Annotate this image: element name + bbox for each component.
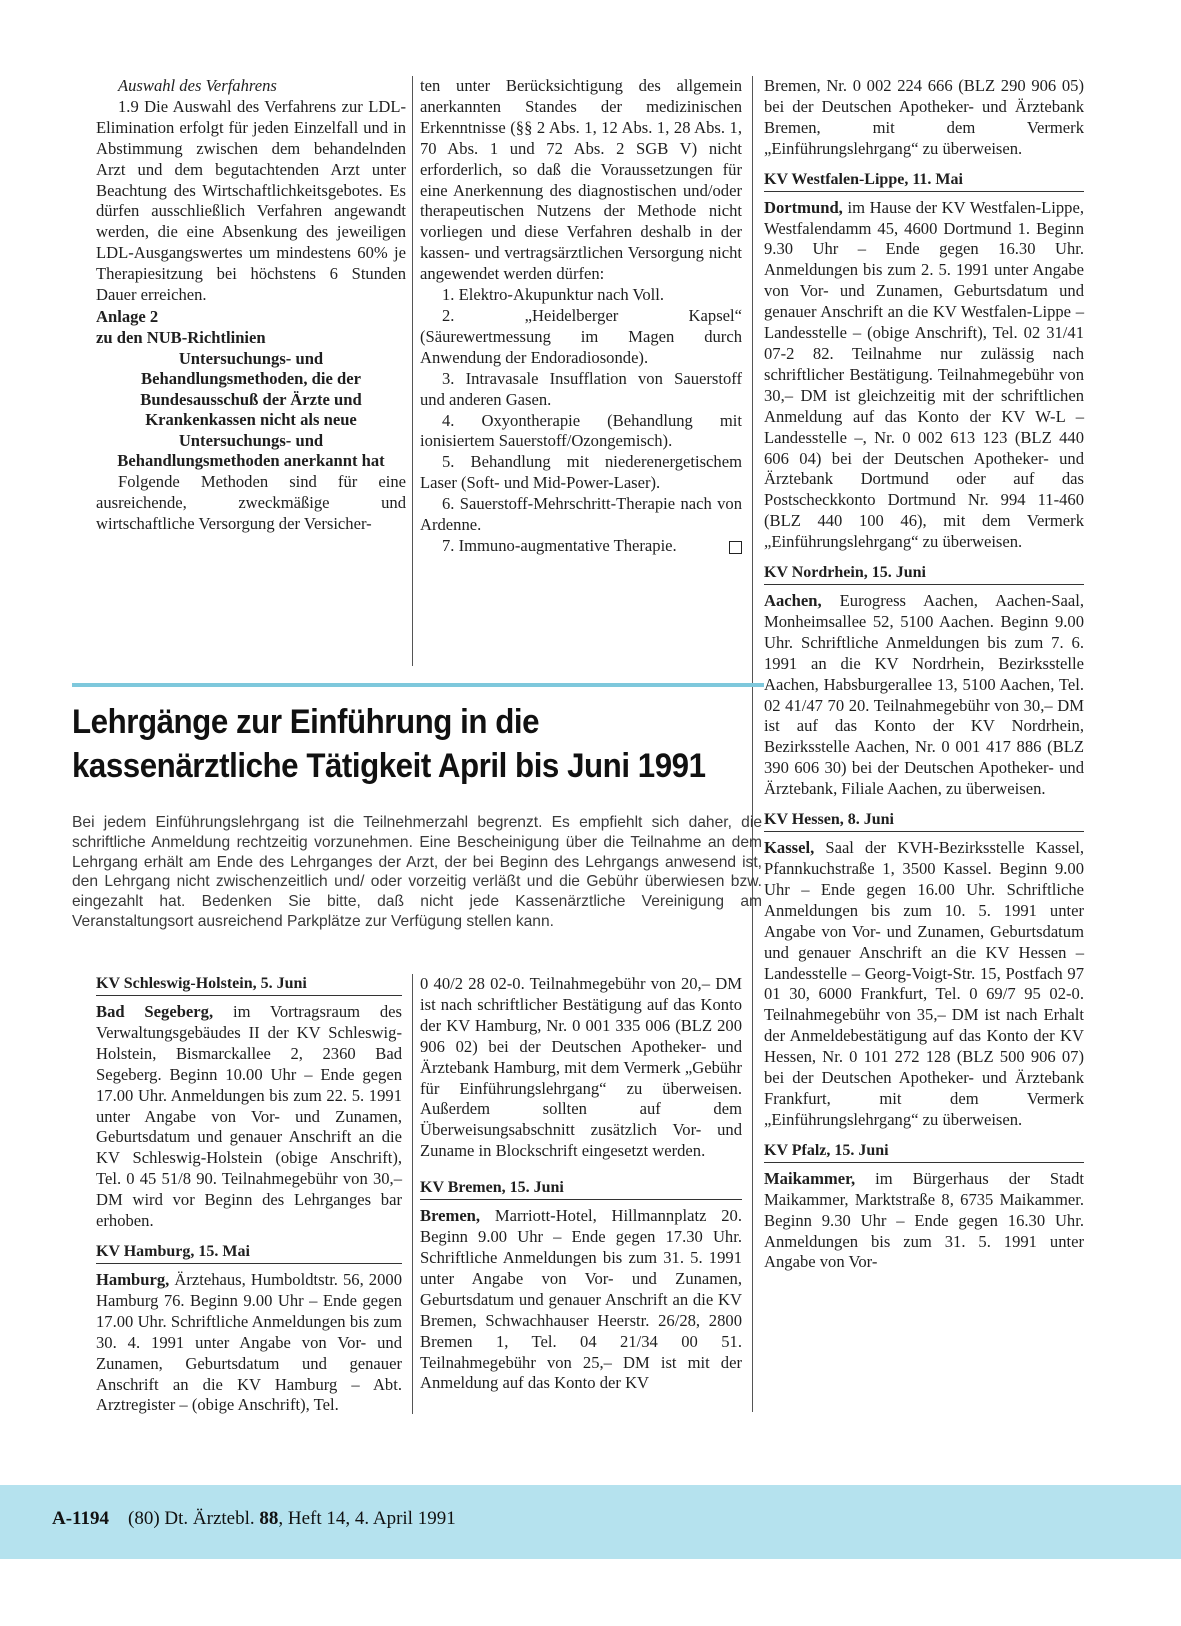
section-body: Bremen, Nr. 0 002 224 666 (BLZ 290 906 05) bei der Deutschen Apotheker- und Ärztebank Bremen, mit dem Vermerk „Einführungslehrgang“ zu überweisen.	[764, 76, 1084, 158]
column-divider	[752, 76, 753, 1412]
column-middle-top	[420, 76, 742, 557]
page-number: A-1194	[52, 1508, 109, 1529]
section-title-westfalen-lippe: KV Westfalen-Lippe, 11. Mai	[764, 170, 1084, 192]
article-headline	[72, 700, 716, 788]
list-item: 5. Behandlung mit niederenergetischem Laser (Soft- und Mid-Power-Laser).	[420, 452, 742, 493]
end-square-icon	[729, 541, 742, 554]
list-item: 3. Intravasale Insufflation von Sauerstoff und anderen Gasen.	[420, 368, 742, 409]
list-item: 6. Sauerstoff-Mehrschritt-Therapie nach von Ardenne.	[420, 494, 742, 535]
paragraph: Folgende Methoden sind für eine ausreichende, zweckmäßige und wirtschaftliche Versorgung der Versicher-	[96, 471, 406, 533]
section-body: Hamburg, Ärztehaus, Humboldtstr. 56, 2000 Hamburg 76. Beginn 9.00 Uhr – Ende gegen 17.00 Uhr. Schriftliche Anmeldungen bis zum 30. 4. 1991 unter Angabe von Vor- und Zunamen, Geburtsdatum und genauer Anschrift an die KV Hamburg – Abt. Arztregister – (obige Anschrift), Tel.	[96, 1269, 402, 1415]
issue-info: , Heft 14, 4. April 1991	[278, 1508, 456, 1529]
intro-paragraph: Bei jedem Einführungslehrgang ist die Teilnehmerzahl begrenzt. Es empfiehlt sich daher, die schriftliche Anmeldung rechtzeitig vorzunehmen. Eine Bescheinigung über die Teilnahme an dem Lehrgang erhält am Ende des Lehrganges der Arzt, der bei Beginn des Lehrgangs anwesend ist, den Lehrgang nicht zwischenzeitlich und/ oder vorzeitig verläßt und die Gebühr überwiesen bzw. eingezahlt hat. Bedenken Sie bitte, daß nicht jede Kassenärztliche Vereinigung am Veranstaltungsort ausreichend Parkplätze zur Verfügung stellen kann.	[72, 814, 762, 930]
headline-line-1: Lehrgänge zur Einführung in die	[72, 703, 540, 741]
section-body: Bad Segeberg, im Vortragsraum des Verwaltungsgebäudes II der KV Schleswig-Holstein, Bismarckallee 2, 2360 Bad Segeberg. Beginn 10.00 Uhr – Ende gegen 17.00 Uhr. Anmeldungen bis zum 22. 5. 1991 unter Angabe von Vor- und Zunamen, Geburtsdatum und genauer Anschrift an die KV Schleswig-Holstein (obige Anschrift), Tel. 0 45 51/8 90. Teilnahmegebühr von 30,– DM wird vor Beginn des Lehrganges bar erhoben.	[96, 1002, 402, 1231]
paragraph: 1.9 Die Auswahl des Verfahrens zur LDL-Elimination erfolgt für jeden Einzelfall und in Abstimmung zwischen dem behandelnden Arzt und dem begutachtenden Arzt unter Beachtung des Wirtschaftlichkeitsgebotes. Es dürfen ausschließlich Verfahren angewandt werden, die eine Absenkung des jeweiligen LDL-Ausgangswertes um mindestens 60% je Therapiesitzung bei höchstens 6 Stunden Dauer erreichen.	[96, 96, 406, 305]
section-title-pfalz: KV Pfalz, 15. Juni	[764, 1141, 1084, 1163]
section-body: Dortmund, im Hause der KV Westfalen-Lippe, Westfalendamm 45, 4600 Dortmund 1. Beginn 9.30 Uhr – Ende gegen 16.30 Uhr. Anmeldungen bis zum 2. 5. 1991 unter Angabe von Vor- und Zunamen, Geburtsdatum und genauer Anschrift an die KV Westfalen-Lippe – Landesstelle – (obige Anschrift), Tel. 02 31/41 07-2 82. Teilnahme nur zulässig nach schriftlicher Bestätigung. Teilnahmegebühr von 30,– DM ist gleichzeitig mit der schriftlichen Anmeldung auf das Konto der KV W-L – Landesstelle –, Nr. 0 002 613 123 (BLZ 440 606 04) bei der Deutschen Apotheker- und Ärztebank Dortmund oder auf das Postscheckkonto Dortmund Nr. 994 11-460 (BLZ 440 100 46), mit dem Vermerk „Einführungslehrgang“ zu überweisen.	[764, 197, 1084, 552]
section-title-nordrhein: KV Nordrhein, 15. Juni	[764, 563, 1084, 585]
list-item-last: 7. Immuno-augmentative Therapie.	[420, 536, 742, 557]
headline-rule	[72, 683, 764, 687]
section-body: Bremen, Marriott-Hotel, Hillmannplatz 20. Beginn 9.00 Uhr – Ende gegen 17.30 Uhr. Schriftliche Anmeldungen bis zum 31. 5. 1991 unter Angabe von Vor- und Zunamen, Geburtsdatum und genauer Anschrift an die KV Bremen, Schwachhauser Heerstr. 26/28, 2800 Bremen 1, Tel. 04 21/34 00 51. Teilnahmegebühr von 25,– DM ist mit der Anmeldung auf das Konto der KV	[420, 1206, 742, 1393]
section-title-hessen: KV Hessen, 8. Juni	[764, 810, 1084, 832]
section-body: Aachen, Eurogress Aachen, Aachen-Saal, Monheimsallee 52, 5100 Aachen. Beginn 9.00 Uhr. Schriftliche Anmeldungen bis zum 7. 6. 1991 an die KV Nordrhein, Bezirksstelle Aachen, Habsburgerallee 13, 5100 Aachen, Tel. 02 41/47 70 20. Teilnahmegebühr von 30,– DM ist auf das Konto der KV Nordrhein, Bezirksstelle Aachen, Nr. 0 001 417 886 (BLZ 390 606 30) bei der Deutschen Apotheker- und Ärztebank, Filiale Aachen, zu überweisen.	[764, 591, 1084, 799]
volume-number: 88	[259, 1508, 279, 1529]
column-middle-bottom	[420, 974, 742, 1394]
list-item: 1. Elektro-Akupunktur nach Voll.	[442, 285, 664, 305]
journal-name: (80) Dt. Ärztebl.	[128, 1508, 255, 1529]
section-body: Kassel, Saal der KVH-Bezirksstelle Kassel, Pfannkuchstraße 1, 3500 Kassel. Beginn 9.00 Uhr – Ende gegen 16.00 Uhr. Schriftliche Anmeldungen bis zum 10. 5. 1991 unter Angabe von Vor- und Zunamen, Geburtsdatum und genauer Anschrift an die KV Hessen – Landesstelle – Georg-Voigt-Str. 15, Postfach 97 01 30, 6000 Frankfurt, Tel. 0 69/7 95 02-0. Teilnahmegebühr von 35,– DM ist nach Erhalt der Anmeldebestätigung auf das Konto der KV Hessen, Nr. 0 101 272 128 (BLZ 500 906 07) bei der Deutschen Apotheker- und Ärztebank Frankfurt, mit dem Vermerk „Einführungslehrgang“ zu überweisen.	[764, 838, 1084, 1129]
list-item: 4. Oxyontherapie (Behandlung mit ionisiertem Sauerstoff/Ozongemisch).	[420, 410, 742, 451]
section-body: Maikammer, im Bürgerhaus der Stadt Maikammer, Marktstraße 8, 6735 Maikammer. Beginn 9.30 Uhr – Ende gegen 16.30 Uhr. Anmeldungen bis zum 31. 5. 1991 unter Angabe von Vor-	[764, 1168, 1084, 1272]
list-item: 2. „Heidelberger Kapsel“ (Säurewertmessung im Magen durch Anwendung der Endoradiosonde).	[420, 305, 742, 367]
column-divider	[412, 974, 413, 1414]
footer-citation	[52, 1508, 456, 1530]
section-title-schleswig-holstein: KV Schleswig-Holstein, 5. Juni	[96, 974, 402, 996]
anlage-subtitle: zu den NUB-Richtlinien	[96, 327, 266, 347]
paragraph: ten unter Berücksichtigung des allgemein anerkannten Standes der medizinischen Erkenntnisse (§§ 2 Abs. 1, 12 Abs. 1, 28 Abs. 1, 70 Abs. 1 und 72 Abs. 2 SGB V) nicht erforderlich, so daß die Voraussetzungen für eine Anerkennung des diagnostischen und/oder therapeutischen Nutzens der Methode nicht vorliegen und diese Verfahren deshalb in der kassen- und vertragsärztlichen Versorgung nicht angewendet werden dürfen:	[420, 76, 742, 284]
column-divider	[412, 76, 413, 666]
headline-line-2: kassenärztliche Tätigkeit April bis Juni 1991	[72, 747, 706, 785]
section-title-hamburg: KV Hamburg, 15. Mai	[96, 1242, 402, 1264]
column-left-top	[96, 76, 406, 535]
section-heading: Auswahl des Verfahrens	[118, 76, 277, 95]
section-body: 0 40/2 28 02-0. Teilnahmegebühr von 20,– DM ist nach schriftlicher Bestätigung auf das Konto der KV Hamburg, Nr. 0 001 335 006 (BLZ 200 906 02) bei der Deutschen Apotheker- und Ärztebank Hamburg, mit dem Vermerk „Gebühr für Einführungslehrgang“ zu überweisen. Außerdem sollten auf dem Überweisungsabschnitt zusätzlich Vor- und Zuname in Blockschrift eingesetzt werden.	[420, 974, 742, 1161]
anlage-description: Untersuchungs- und Behandlungsmethoden, die der Bundesausschuß der Ärzte und Krankenkassen nicht als neue Untersuchungs- und Behandlungsmethoden anerkannt hat	[117, 348, 385, 471]
column-right	[764, 76, 1084, 1273]
section-title-bremen: KV Bremen, 15. Juni	[420, 1178, 742, 1200]
column-left-bottom	[96, 974, 402, 1416]
anlage-title: Anlage 2	[96, 306, 159, 326]
